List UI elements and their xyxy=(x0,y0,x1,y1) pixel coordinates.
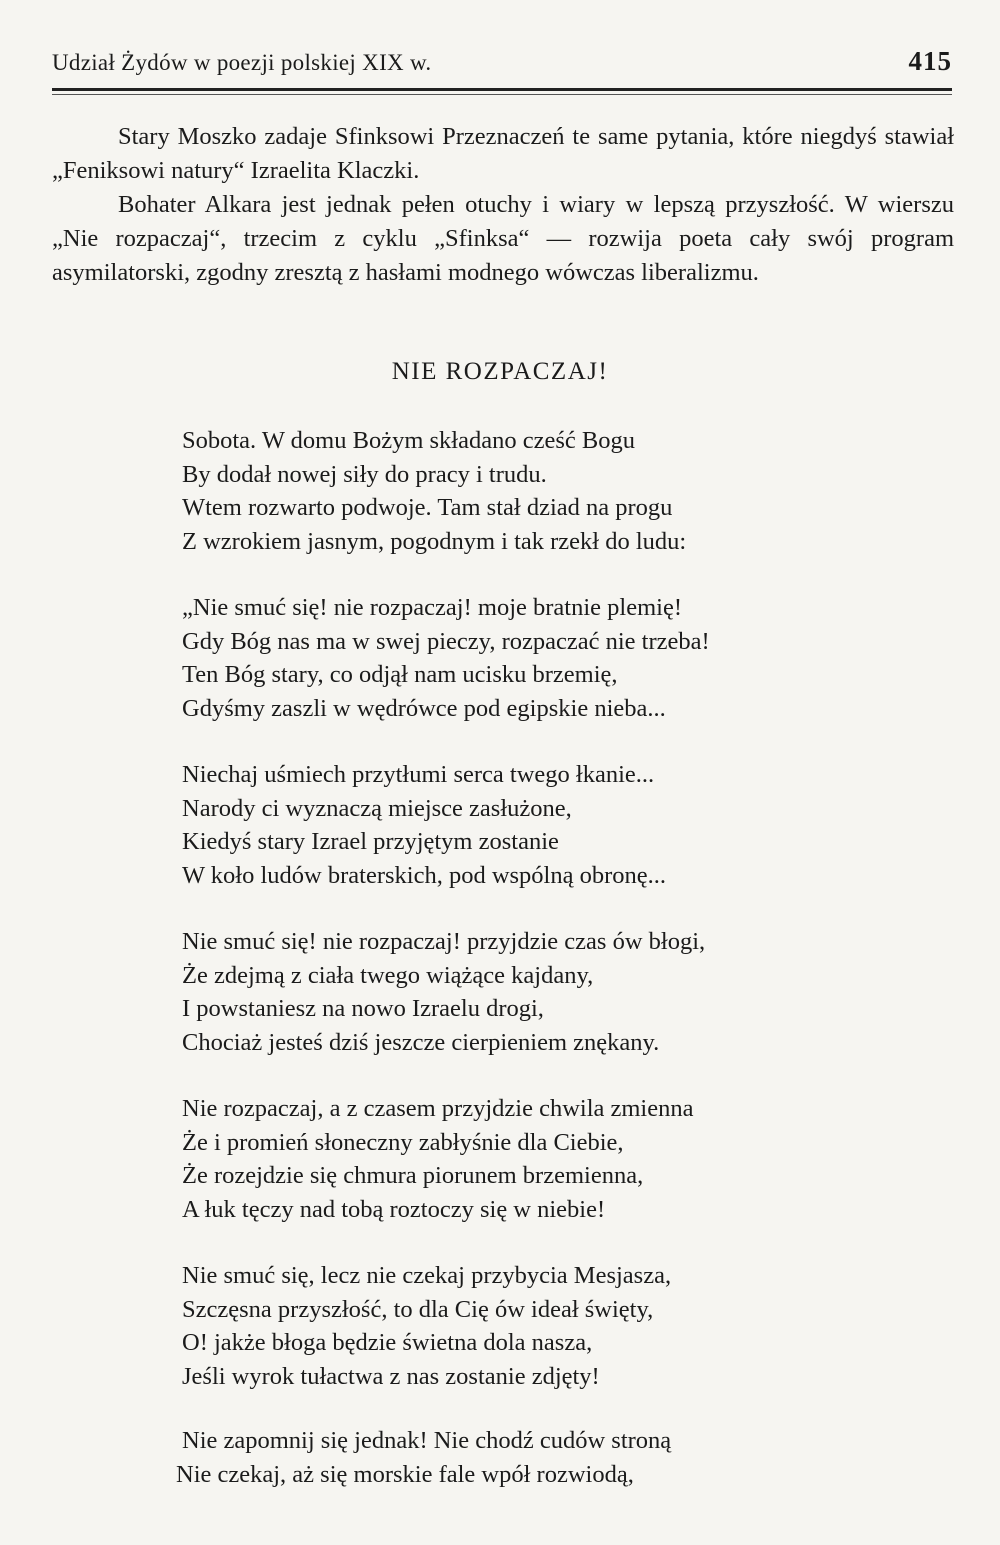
verse: Nie czekaj, aż się morskie fale wpół rozwiodą, xyxy=(176,1460,634,1488)
verse: Że zdejmą z ciała twego wiążące kajdany, xyxy=(182,961,594,989)
verse: Że rozejdzie się chmura piorunem brzemienna, xyxy=(182,1162,644,1189)
verse: Wtem rozwarto podwoje. Tam stał dziad na progu xyxy=(182,494,673,521)
verse: O! jakże błoga będzie świetna dola nasza, xyxy=(182,1329,593,1356)
running-head xyxy=(52,46,952,80)
verse: Nie rozpaczaj, a z czasem przyjdzie chwila zmienna xyxy=(182,1095,694,1122)
verse: Szczęsna przyszłość, to dla Cię ów ideał święty, xyxy=(182,1295,654,1323)
stanza xyxy=(182,1259,922,1393)
verse: Kiedyś stary Izrael przyjętym zostanie xyxy=(182,828,559,855)
verse: Nie zapomnij się jednak! Nie chodź cudów stroną xyxy=(182,1427,672,1454)
poem-title: NIE ROZPACZAJ! xyxy=(391,358,609,385)
verse: Że i promień słoneczny zabłyśnie dla Ciebie, xyxy=(182,1128,624,1156)
verse: Sobota. W domu Bożym składano cześć Bogu xyxy=(182,427,635,454)
stanza xyxy=(182,758,922,892)
verse: Z wzrokiem jasnym, pogodnym i tak rzekł do ludu: xyxy=(182,527,687,555)
verse: Nie smuć się, lecz nie czekaj przybycia Mesjasza, xyxy=(182,1262,672,1289)
prose-text xyxy=(52,120,954,290)
verse: Nie smuć się! nie rozpaczaj! przyjdzie czas ów błogi, xyxy=(182,928,706,955)
stanza xyxy=(182,925,922,1059)
header-rule xyxy=(52,88,952,91)
stanza xyxy=(176,1424,672,1491)
stanza xyxy=(182,1092,922,1226)
stanza xyxy=(182,591,922,725)
verse: I powstaniesz na nowo Izraelu drogi, xyxy=(182,995,544,1022)
verse: „Nie smuć się! nie rozpaczaj! moje bratnie plemię! xyxy=(182,594,682,621)
stanza xyxy=(182,424,922,558)
verse: By dodał nowej siły do pracy i trudu. xyxy=(182,460,547,488)
verse: Niechaj uśmiech przytłumi serca twego łkanie... xyxy=(182,761,655,788)
poem xyxy=(176,424,922,1488)
verse: A łuk tęczy nad tobą roztoczy się w niebie! xyxy=(182,1195,606,1223)
verse: W koło ludów braterskich, pod wspólną obronę... xyxy=(182,861,667,889)
paragraph: Stary Moszko zadaje Sfinksowi Przeznaczeń te same pytania, które niegdyś stawiał „Feniksowi natury“ Izraelita Klaczki. xyxy=(52,123,954,184)
verse: Jeśli wyrok tułactwa z nas zostanie zdjęty! xyxy=(182,1362,600,1390)
header-rule-thin xyxy=(52,94,952,95)
verse: Gdyśmy zaszli w wędrówce pod egipskie nieba... xyxy=(182,694,666,722)
verse: Narody ci wyznaczą miejsce zasłużone, xyxy=(182,794,572,822)
verse: Ten Bóg stary, co odjął nam ucisku brzemię, xyxy=(182,661,618,688)
page-number: 415 xyxy=(908,46,952,76)
verse: Chociaż jesteś dziś jeszcze cierpieniem znękany. xyxy=(182,1028,660,1056)
paragraph: Bohater Alkara jest jednak pełen otuchy i wiary w lepszą przyszłość. W wierszu „Nie rozpaczaj“, trzecim z cyklu „Sfinksa“ — rozwija poeta cały swój program asymilatorski, zgodny zresztą z hasłami modnego wówczas liberalizmu. xyxy=(52,191,954,286)
running-title: Udział Żydów w poezji polskiej XIX w. xyxy=(52,50,432,75)
verse: Gdy Bóg nas ma w swej pieczy, rozpaczać nie trzeba! xyxy=(182,627,710,655)
